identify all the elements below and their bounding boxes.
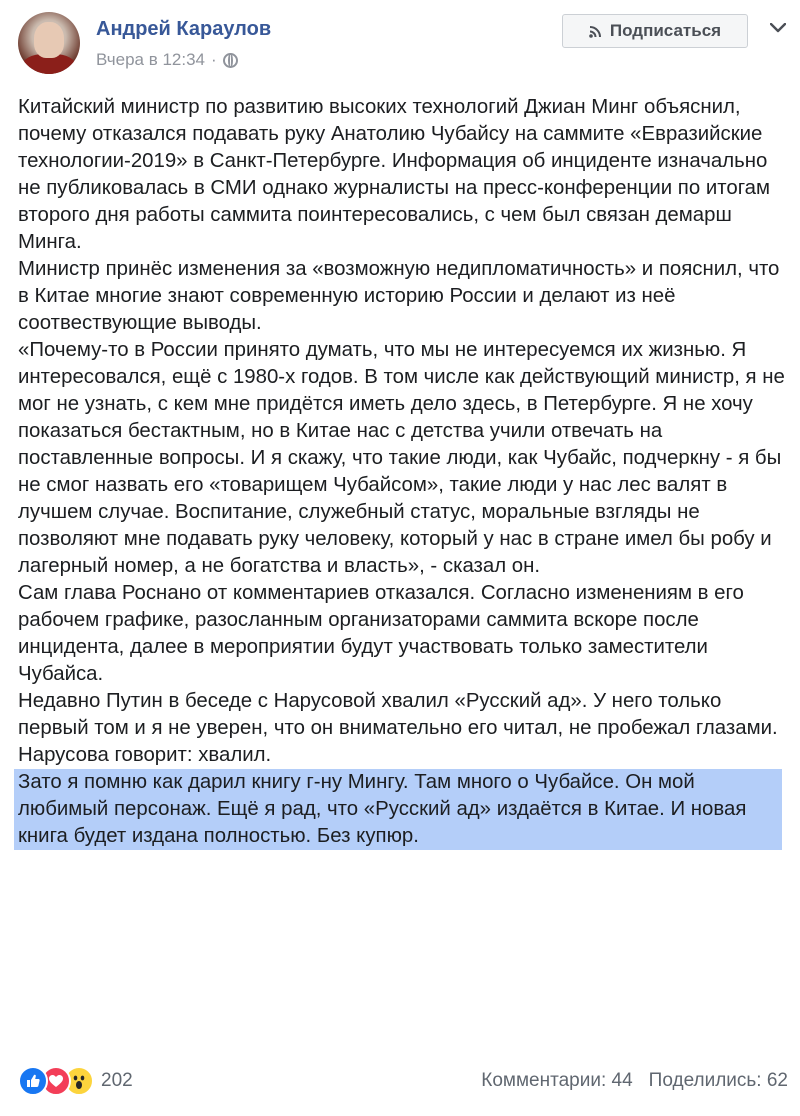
reactions-count: 202	[101, 1070, 133, 1091]
like-icon	[18, 1066, 48, 1096]
post-meta	[96, 50, 238, 70]
post-body	[18, 94, 788, 850]
comments-link[interactable]: Комментарии: 44	[481, 1070, 633, 1091]
author-name[interactable]: Андрей Караулов	[96, 18, 272, 40]
subscribe-label: Подписаться	[609, 21, 722, 40]
avatar-face	[34, 22, 64, 58]
chevron-down-icon[interactable]	[768, 16, 788, 40]
rss-icon	[589, 25, 602, 38]
post-paragraph: Сам глава Роснано от комментариев отказался. Согласно изменениям в его рабочем графике, разосланным организаторами саммита вскоре после инцидента, далее в мероприятии будут участвовать только заместители Чубайса.	[18, 582, 744, 685]
globe-icon	[223, 53, 238, 68]
subscribe-button[interactable]	[562, 14, 748, 48]
post-paragraph: «Почему-то в России принято думать, что мы не интересуемся их жизнью. Я интересовался, ещё с 1980-х годов. В том числе как действующий министр, я не мог не узнать, с кем мне придётся иметь дело здесь, в Петербурге. Я не хочу показаться бестактным, но в Китае нас с детства учили отвечать на поставленные вопросы. И я скажу, что такие люди, как Чубайс, подчеркну - я бы не смог назвать его «товарищем Чубайсом», такие люди у нас лес валят в лучшем случае. Воспитание, служебный статус, моральные взгляды не позволяют мне подавать руку человеку, который у нас в стране имел бы робу и лагерный номер, а не богатства и власть», - сказал он.	[18, 339, 785, 577]
avatar[interactable]	[18, 12, 80, 74]
post-paragraph: Китайский министр по развитию высоких технологий Джиан Минг объяснил, почему отказался подавать руку Анатолию Чубайсу на саммите «Евразийские технологии-2019» в Санкт-Петербурге. Информация об инциденте изначально не публиковалась в СМИ однако журналисты на пресс-конференции по итогам второго дня работы саммита поинтересовались, с чем был связан демарш Минга.	[18, 96, 771, 253]
reactions-summary[interactable]	[18, 1066, 133, 1096]
post-paragraph: Министр принёс изменения за «возможную недипломатичность» и пояснил, что в Китае многие знают современную историю России и делают из неё соотвествующие выводы.	[18, 258, 780, 334]
highlighted-paragraph: Зато я помню как дарил книгу г-ну Мингу. Там много о Чубайсе. Он мой любимый персонаж. Ещё я рад, что «Русский ад» издаётся в Китае. И новая книга будет издана полностью. Без купюр.	[14, 769, 782, 850]
post-paragraph: Недавно Путин в беседе с Нарусовой хвалил «Русский ад». У него только первый том и я не уверен, что он внимательно его читал, не пробежал глазами.	[18, 690, 778, 739]
post-stats	[481, 1070, 788, 1092]
post-header	[18, 12, 788, 76]
post-timestamp[interactable]: Вчера в 12:34	[96, 50, 206, 69]
post-paragraph: Нарусова говорит: хвалил.	[18, 744, 272, 766]
meta-separator: ·	[211, 50, 217, 69]
shares-link[interactable]: Поделились: 62	[648, 1070, 788, 1091]
post-footer	[18, 1066, 788, 1096]
